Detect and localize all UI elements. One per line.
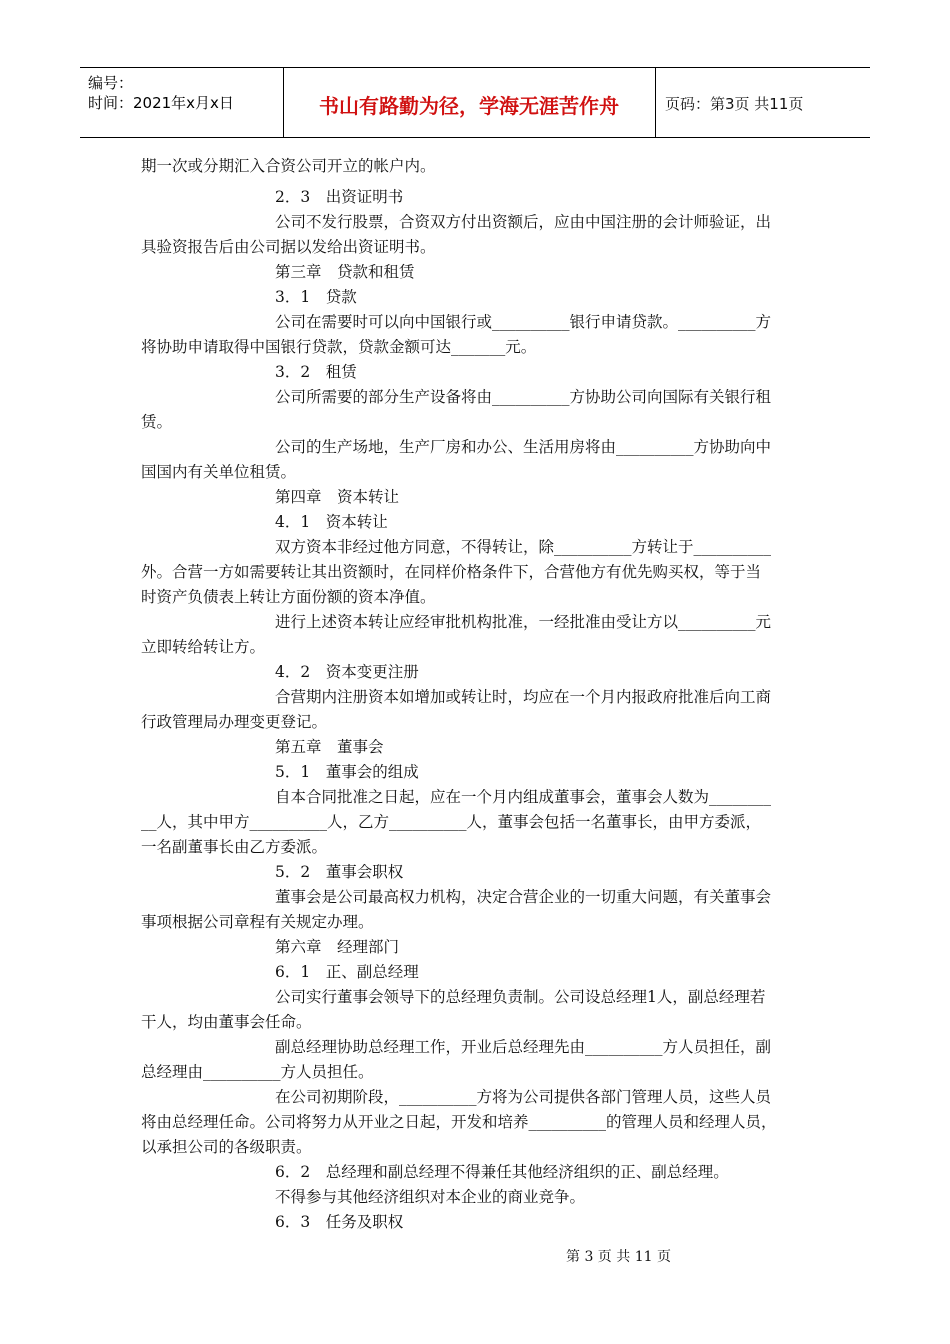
chapter-heading: 第四章 资本转让 bbox=[275, 488, 400, 506]
text-line: 时资产负债表上转让方面份额的资本净值。 bbox=[141, 588, 436, 606]
header-motto-cell bbox=[283, 68, 656, 137]
document-date-label: 时间：2021年x月x日 bbox=[88, 94, 234, 112]
text-line: 外。合营一方如需要转让其出资额时，在同样价格条件下，合营他方有优先购买权，等于当 bbox=[141, 563, 762, 581]
header-motto: 书山有路勤为径，学海无涯苦作舟 bbox=[319, 94, 619, 118]
text-line: 自本合同批准之日起，应在一个月内组成董事会，董事会人数为________ bbox=[275, 788, 772, 806]
chapter-heading: 第三章 贷款和租赁 bbox=[275, 263, 415, 281]
text-line: 将由总经理任命。公司将努力从开业之日起，开发和培养__________的管理人员和经理人员， bbox=[141, 1113, 777, 1131]
section-heading: 3．2 租赁 bbox=[275, 363, 357, 381]
text-line: 总经理由__________方人员担任。 bbox=[141, 1063, 374, 1081]
page-header bbox=[80, 67, 870, 138]
header-page-info: 页码：第3页 共11页 bbox=[665, 95, 804, 113]
text-line: 期一次或分期汇入合资公司开立的帐户内。 bbox=[141, 157, 436, 175]
section-heading: 4．1 资本转让 bbox=[275, 513, 388, 531]
section-heading: 6．1 正、副总经理 bbox=[275, 963, 419, 981]
text-line: 具验资报告后由公司据以发给出资证明书。 bbox=[141, 238, 436, 256]
text-line: 将协助申请取得中国银行贷款，贷款金额可达_______元。 bbox=[141, 338, 537, 356]
header-page-cell bbox=[655, 68, 870, 137]
chapter-heading: 第六章 经理部门 bbox=[275, 938, 400, 956]
text-line: 以承担公司的各级职责。 bbox=[141, 1138, 312, 1156]
header-meta-cell bbox=[80, 68, 284, 137]
section-heading: 4．2 资本变更注册 bbox=[275, 663, 419, 681]
text-line: 公司不发行股票，合资双方付出资额后，应由中国注册的会计师验证，出 bbox=[275, 213, 772, 231]
text-line: 立即转给转让方。 bbox=[141, 638, 266, 656]
section-heading: 3．1 贷款 bbox=[275, 288, 357, 306]
text-line: 公司实行董事会领导下的总经理负责制。公司设总经理1人，副总经理若 bbox=[275, 988, 766, 1006]
text-line: 公司所需要的部分生产设备将由__________方协助公司向国际有关银行租 bbox=[275, 388, 772, 406]
page-footer: 第 3 页 共 11 页 bbox=[566, 1249, 671, 1265]
text-line: 公司的生产场地，生产厂房和办公、生活用房将由__________方协助向中 bbox=[275, 438, 772, 456]
text-line: 不得参与其他经济组织对本企业的商业竞争。 bbox=[275, 1188, 586, 1206]
text-line: 进行上述资本转让应经审批机构批准，一经批准由受让方以__________元 bbox=[275, 613, 772, 631]
section-heading: 6．2 总经理和副总经理不得兼任其他经济组织的正、副总经理。 bbox=[275, 1163, 729, 1181]
text-line: 副总经理协助总经理工作，开业后总经理先由__________方人员担任，副 bbox=[275, 1038, 772, 1056]
text-line: 事项根据公司章程有关规定办理。 bbox=[141, 913, 374, 931]
text-line: 赁。 bbox=[141, 413, 173, 431]
section-heading: 2．3 出资证明书 bbox=[275, 188, 404, 206]
section-heading: 6．3 任务及职权 bbox=[275, 1213, 404, 1231]
chapter-heading: 第五章 董事会 bbox=[275, 738, 384, 756]
text-line: 国国内有关单位租赁。 bbox=[141, 463, 297, 481]
text-line: 双方资本非经过他方同意，不得转让，除__________方转让于__________ bbox=[275, 538, 772, 556]
section-heading: 5．1 董事会的组成 bbox=[275, 763, 419, 781]
text-line: 董事会是公司最高权力机构，决定合营企业的一切重大问题，有关董事会 bbox=[275, 888, 772, 906]
text-line: 合营期内注册资本如增加或转让时，均应在一个月内报政府批准后向工商 bbox=[275, 688, 772, 706]
section-heading: 5．2 董事会职权 bbox=[275, 863, 404, 881]
document-number-label: 编号： bbox=[88, 74, 134, 92]
text-line: 在公司初期阶段，__________方将为公司提供各部门管理人员，这些人员 bbox=[275, 1088, 772, 1106]
text-line: 一名副董事长由乙方委派。 bbox=[141, 838, 328, 856]
text-line: 干人，均由董事会任命。 bbox=[141, 1013, 312, 1031]
text-line: 行政管理局办理变更登记。 bbox=[141, 713, 328, 731]
text-line: 公司在需要时可以向中国银行或__________银行申请贷款。__________方 bbox=[275, 313, 772, 331]
text-line: __人，其中甲方__________人，乙方__________人，董事会包括一名董事长，由甲方委派， bbox=[141, 813, 762, 831]
